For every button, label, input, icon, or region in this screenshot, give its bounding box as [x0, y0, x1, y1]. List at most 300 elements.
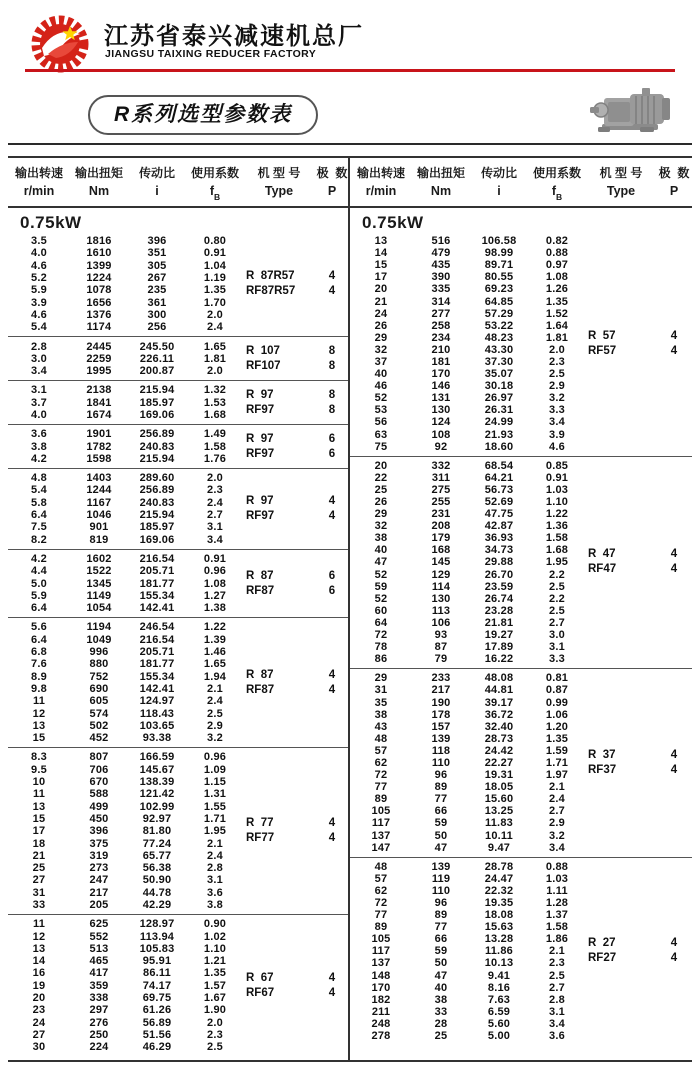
- speed-value: 5.9: [31, 589, 47, 602]
- speed-value: 26: [374, 496, 388, 509]
- speed-value: 3.7: [31, 396, 47, 409]
- speed-value: 57: [374, 872, 388, 885]
- speed-value: 23: [32, 1004, 46, 1017]
- table-row: [350, 842, 692, 854]
- speed-value: 52: [374, 568, 388, 581]
- service-factor-value: 1.10: [545, 496, 569, 509]
- torque-value: 880: [89, 658, 109, 671]
- service-factor-value: 1.68: [203, 409, 227, 421]
- torque-value: 1244: [86, 484, 112, 497]
- torque-value: 670: [89, 776, 109, 789]
- table-row: [350, 805, 692, 817]
- torque-value: 129: [431, 568, 451, 581]
- speed-value: 5.8: [31, 496, 47, 509]
- type-label: R 77 RF77: [246, 817, 275, 845]
- table-row: [8, 484, 348, 496]
- speed-value: 38: [374, 708, 388, 721]
- speed-value: 40: [374, 368, 388, 381]
- torque-value: 435: [431, 259, 451, 272]
- speed-value: 11: [32, 918, 46, 931]
- ratio-value: 113.94: [139, 930, 175, 943]
- torque-value: 1054: [86, 602, 112, 615]
- table-row: [350, 921, 692, 933]
- ratio-value: 64.85: [484, 295, 514, 308]
- service-factor-value: 3.6: [549, 1030, 565, 1043]
- service-factor-value: 2.5: [549, 580, 565, 593]
- torque-value: 588: [89, 788, 109, 801]
- torque-value: 119: [431, 872, 451, 885]
- ratio-value: 240.83: [139, 440, 175, 453]
- service-factor-value: 1.39: [203, 633, 227, 646]
- parameter-group: [350, 456, 692, 669]
- ratio-value: 205.71: [139, 565, 175, 578]
- service-factor-value: 2.9: [549, 817, 565, 830]
- table-row: [8, 309, 348, 321]
- service-factor-value: 3.2: [207, 732, 223, 745]
- table-row: [350, 441, 692, 453]
- speed-value: 24: [374, 307, 388, 320]
- table-row: [350, 817, 692, 829]
- torque-value: 1046: [86, 509, 112, 522]
- torque-value: 335: [431, 283, 451, 296]
- ratio-value: 36.72: [484, 708, 514, 721]
- table-row: [8, 800, 348, 812]
- ratio-value: 24.99: [484, 416, 514, 429]
- table-row: [350, 368, 692, 380]
- table-row: [350, 873, 692, 885]
- table-row: [8, 235, 348, 247]
- table-row: [350, 320, 692, 332]
- torque-value: 752: [89, 670, 109, 683]
- torque-value: 114: [431, 580, 451, 593]
- service-factor-value: 0.90: [203, 918, 227, 931]
- service-factor-value: 2.1: [207, 682, 223, 695]
- speed-value: 47: [374, 556, 388, 569]
- parameter-group: [350, 857, 692, 1045]
- speed-value: 2.8: [31, 340, 47, 353]
- speed-value: 89: [374, 793, 388, 806]
- service-factor-value: 1.58: [545, 921, 569, 934]
- ratio-value: 18.60: [484, 440, 514, 453]
- table-row: [350, 830, 692, 842]
- torque-value: 1174: [86, 321, 112, 334]
- service-factor-value: 1.03: [545, 872, 569, 885]
- poles-value: 8 8: [328, 388, 336, 416]
- torque-value: 2445: [86, 340, 112, 353]
- type-label: R 37 RF37: [588, 748, 617, 776]
- torque-value: 479: [431, 247, 451, 260]
- ratio-value: 106.58: [481, 235, 517, 248]
- table-row: [350, 861, 692, 873]
- speed-value: 13: [32, 719, 46, 732]
- service-factor-value: 1.22: [203, 621, 227, 634]
- col-ratio-unit: i: [155, 183, 159, 198]
- torque-value: 417: [89, 967, 109, 980]
- speed-value: 6.8: [31, 646, 47, 659]
- table-row: [350, 332, 692, 344]
- table-row: [8, 751, 348, 763]
- service-factor-value: 1.06: [545, 708, 569, 721]
- speed-value: 48: [374, 732, 388, 745]
- table-row: [350, 696, 692, 708]
- ratio-value: 145.67: [139, 763, 175, 776]
- service-factor-value: 1.35: [203, 284, 227, 297]
- speed-value: 77: [374, 781, 388, 794]
- torque-value: 25: [434, 1030, 448, 1043]
- service-factor-value: 2.4: [207, 695, 223, 708]
- parameter-group: [8, 914, 348, 1056]
- service-factor-value: 1.46: [203, 646, 227, 659]
- ratio-value: 216.54: [139, 552, 175, 565]
- service-factor-value: 1.57: [203, 979, 227, 992]
- ratio-value: 69.23: [484, 283, 514, 296]
- torque-value: 131: [431, 392, 451, 405]
- service-factor-value: 2.7: [549, 805, 565, 818]
- table-row: [350, 781, 692, 793]
- service-factor-value: 1.52: [545, 307, 569, 320]
- torque-value: 1816: [86, 235, 112, 248]
- table-row: [350, 733, 692, 745]
- ratio-value: 23.28: [484, 604, 514, 617]
- table-row: [350, 629, 692, 641]
- table-row: [8, 340, 348, 352]
- ratio-value: 86.11: [143, 967, 171, 980]
- table-row: [350, 247, 692, 259]
- speed-value: 3.9: [31, 296, 47, 309]
- table-row: [350, 970, 692, 982]
- service-factor-value: 2.5: [549, 969, 565, 982]
- service-factor-value: 0.96: [203, 565, 227, 578]
- table-row: [350, 496, 692, 508]
- poles-value: 4 4: [670, 548, 678, 576]
- service-factor-value: 2.2: [549, 568, 565, 581]
- table-row: [8, 850, 348, 862]
- parameter-group: [8, 232, 348, 336]
- speed-value: 5.4: [31, 321, 47, 334]
- speed-value: 60: [374, 604, 388, 617]
- service-factor-value: 3.4: [207, 533, 223, 546]
- torque-value: 124: [431, 416, 451, 429]
- service-factor-value: 1.70: [203, 296, 227, 309]
- service-factor-value: 1.32: [203, 384, 227, 397]
- parameter-group: [8, 549, 348, 617]
- speed-value: 3.5: [31, 235, 47, 248]
- ratio-value: 128.97: [139, 918, 175, 931]
- ratio-value: 64.21: [484, 471, 514, 484]
- table-row: [8, 384, 348, 396]
- speed-value: 21: [32, 849, 46, 862]
- torque-value: 450: [89, 812, 109, 825]
- ratio-value: 138.39: [139, 776, 175, 789]
- speed-value: 25: [374, 483, 388, 496]
- parameter-group: [350, 232, 692, 456]
- service-factor-value: 3.9: [549, 428, 565, 441]
- table-header: [8, 158, 348, 208]
- service-factor-value: 2.1: [549, 781, 565, 794]
- table-row: [8, 296, 348, 308]
- ratio-value: 36.93: [484, 532, 514, 545]
- ratio-value: 142.41: [139, 602, 175, 615]
- ratio-value: 95.91: [142, 955, 172, 968]
- torque-value: 1598: [86, 452, 112, 465]
- torque-value: 93: [434, 629, 448, 642]
- service-factor-value: 2.0: [207, 308, 223, 321]
- speed-value: 38: [374, 532, 388, 545]
- torque-value: 706: [89, 763, 109, 776]
- ratio-value: 77.24: [142, 837, 172, 850]
- table-row: [350, 1030, 692, 1042]
- ratio-value: 98.99: [484, 247, 514, 260]
- torque-value: 297: [89, 1004, 109, 1017]
- service-factor-value: 4.6: [549, 440, 565, 453]
- service-factor-value: 0.91: [203, 552, 227, 565]
- service-factor-value: 1.35: [545, 295, 569, 308]
- col-torque-unit: Nm: [430, 183, 452, 198]
- service-factor-value: 1.58: [203, 440, 227, 453]
- speed-value: 8.3: [31, 751, 47, 764]
- table-row: [350, 460, 692, 472]
- table-row: [350, 885, 692, 897]
- ratio-value: 256.89: [139, 484, 175, 497]
- service-factor-value: 0.88: [545, 247, 569, 260]
- torque-value: 66: [434, 805, 448, 818]
- speed-value: 52: [374, 392, 388, 405]
- service-factor-value: 0.87: [545, 684, 569, 697]
- poles-value: 4 4: [670, 329, 678, 357]
- parameter-group: [8, 468, 348, 549]
- service-factor-value: 0.88: [545, 860, 569, 873]
- left-groups: [8, 232, 348, 1056]
- table-row: [8, 955, 348, 967]
- table-row: [350, 909, 692, 921]
- ratio-value: 19.35: [484, 897, 514, 910]
- torque-value: 1078: [86, 284, 112, 297]
- service-factor-value: 1.71: [545, 756, 569, 769]
- table-row: [350, 271, 692, 283]
- torque-value: 502: [89, 719, 109, 732]
- service-factor-value: 1.15: [203, 776, 227, 789]
- poles-value: 6 6: [328, 569, 336, 597]
- torque-value: 89: [434, 909, 448, 922]
- service-factor-value: 2.0: [207, 1016, 223, 1029]
- right-groups: [350, 232, 692, 1045]
- table-row: [350, 793, 692, 805]
- speed-value: 6.4: [31, 509, 47, 522]
- poles-value: 8 8: [328, 344, 336, 372]
- col-ratio-unit: i: [497, 183, 501, 198]
- ratio-value: 169.06: [139, 409, 175, 421]
- service-factor-value: 1.90: [203, 1004, 227, 1017]
- service-factor-value: 1.19: [203, 272, 227, 285]
- table-row: [8, 788, 348, 800]
- service-factor-value: 2.8: [549, 993, 565, 1006]
- table-row: [350, 544, 692, 556]
- torque-value: 1345: [86, 577, 112, 590]
- speed-value: 16: [32, 967, 46, 980]
- ratio-value: 57.29: [484, 307, 514, 320]
- service-factor-value: 3.1: [207, 521, 223, 534]
- ratio-value: 29.88: [484, 556, 514, 569]
- torque-value: 77: [434, 921, 448, 934]
- table-row: [8, 453, 348, 465]
- table-row: [350, 235, 692, 247]
- service-factor-value: 1.36: [545, 520, 569, 533]
- speed-value: 29: [374, 672, 388, 685]
- table-row: [8, 621, 348, 633]
- service-factor-value: 0.91: [545, 471, 569, 484]
- torque-value: 157: [431, 720, 451, 733]
- speed-value: 17: [374, 271, 388, 284]
- torque-value: 1782: [86, 440, 112, 453]
- torque-value: 625: [89, 918, 109, 931]
- table-row: [8, 497, 348, 509]
- speed-value: 5.6: [31, 621, 47, 634]
- power-rating-label: 0.75kW: [362, 213, 424, 232]
- service-factor-value: 0.81: [545, 672, 569, 685]
- service-factor-value: 1.21: [203, 955, 227, 968]
- speed-value: 4.2: [31, 452, 47, 465]
- speed-value: 15: [32, 732, 46, 745]
- service-factor-value: 2.4: [207, 321, 223, 334]
- ratio-value: 19.27: [484, 629, 514, 642]
- torque-value: 47: [434, 969, 448, 982]
- col-torque-label: 输出扭矩: [416, 165, 465, 180]
- speed-value: 3.1: [31, 384, 47, 397]
- service-factor-value: 1.11: [546, 884, 568, 897]
- table-row: [8, 321, 348, 333]
- ratio-value: 48.23: [484, 331, 514, 344]
- poles-value: 4 4: [670, 748, 678, 776]
- speed-value: 29: [374, 331, 388, 344]
- service-factor-value: 1.81: [545, 331, 569, 344]
- type-label: R 107 RF107: [246, 344, 281, 372]
- table-row: [8, 440, 348, 452]
- type-label: R 97 RF97: [246, 432, 275, 460]
- ratio-value: 92.97: [142, 812, 172, 825]
- speed-value: 3.0: [31, 352, 47, 365]
- ratio-value: 102.99: [139, 800, 175, 813]
- page-title: R系列选型参数表: [88, 95, 318, 135]
- table-left-half: [8, 158, 350, 1060]
- torque-value: 314: [431, 295, 451, 308]
- col-factor-unit: $f_B$: [551, 183, 563, 203]
- table-row: [8, 720, 348, 732]
- torque-value: 332: [431, 459, 451, 472]
- speed-value: 211: [371, 1005, 391, 1018]
- torque-value: 47: [434, 841, 448, 854]
- service-factor-value: 1.97: [545, 769, 569, 782]
- torque-value: 690: [89, 682, 109, 695]
- torque-value: 234: [431, 331, 451, 344]
- speed-value: 56: [374, 416, 388, 429]
- table-right-half: [350, 158, 692, 1060]
- service-factor-value: 3.8: [207, 898, 223, 911]
- torque-value: 311: [431, 471, 451, 484]
- service-factor-value: 2.8: [207, 862, 223, 875]
- company-name-en: JIANGSU TAIXING REDUCER FACTORY: [105, 48, 317, 60]
- torque-value: 1167: [86, 496, 112, 509]
- service-factor-value: 1.08: [545, 271, 569, 284]
- ratio-value: 235: [147, 284, 167, 297]
- table-row: [350, 356, 692, 368]
- torque-value: 1901: [86, 428, 112, 441]
- ratio-value: 74.17: [142, 979, 172, 992]
- col-type-unit: Type: [606, 183, 636, 198]
- type-label: R 87 RF87: [246, 569, 275, 597]
- service-factor-value: 2.3: [549, 957, 565, 970]
- ratio-value: 22.27: [484, 756, 514, 769]
- torque-value: 233: [431, 672, 451, 685]
- ratio-value: 48.08: [484, 672, 514, 685]
- table-row: [8, 671, 348, 683]
- speed-value: 248: [371, 1017, 391, 1030]
- table-row: [8, 837, 348, 849]
- torque-value: 106: [431, 616, 451, 629]
- service-factor-value: 1.37: [545, 909, 569, 922]
- torque-value: 996: [89, 646, 109, 659]
- service-factor-value: 0.91: [203, 247, 227, 260]
- speed-value: 117: [371, 945, 391, 958]
- ratio-value: 256.89: [139, 428, 175, 441]
- table-row: [8, 930, 348, 942]
- ratio-value: 105.83: [139, 942, 175, 955]
- torque-value: 145: [431, 556, 451, 569]
- torque-value: 277: [431, 307, 451, 320]
- ratio-value: 267: [147, 272, 167, 285]
- speed-value: 64: [374, 616, 388, 629]
- torque-value: 113: [431, 604, 451, 617]
- speed-value: 5.2: [31, 272, 47, 285]
- ratio-value: 181.77: [139, 658, 175, 671]
- speed-value: 6.4: [31, 602, 47, 615]
- speed-value: 27: [32, 874, 46, 887]
- type-label: R 87R57 RF87R57: [246, 270, 296, 298]
- torque-value: 118: [431, 744, 451, 757]
- table-row: [8, 1041, 348, 1053]
- ratio-value: 18.05: [484, 781, 514, 794]
- table-row: [8, 1029, 348, 1041]
- ratio-value: 245.50: [139, 340, 175, 353]
- torque-value: 59: [434, 817, 448, 830]
- torque-value: 1149: [86, 589, 112, 602]
- col-poles-label: 极 数: [658, 165, 690, 180]
- table-row: [350, 283, 692, 295]
- service-factor-value: 1.08: [203, 577, 227, 590]
- table-row: [8, 862, 348, 874]
- service-factor-value: 2.7: [549, 981, 565, 994]
- speed-value: 15: [374, 259, 388, 272]
- torque-value: 224: [89, 1041, 109, 1054]
- torque-value: 40: [434, 981, 448, 994]
- poles-value: 4 4: [328, 494, 336, 522]
- table-row: [350, 581, 692, 593]
- speed-value: 10: [32, 776, 46, 789]
- service-factor-value: 2.9: [207, 719, 223, 732]
- torque-value: 110: [431, 884, 451, 897]
- torque-value: 139: [431, 732, 451, 745]
- table-row: [350, 416, 692, 428]
- table-row: [350, 709, 692, 721]
- speed-value: 13: [32, 942, 46, 955]
- service-factor-value: 1.38: [203, 602, 227, 615]
- ratio-value: 289.60: [139, 472, 175, 485]
- table-row: [8, 353, 348, 365]
- col-speed-label: 输出转速: [14, 165, 63, 180]
- type-label: R 97 RF97: [246, 494, 275, 522]
- speed-value: 57: [374, 744, 388, 757]
- speed-value: 170: [371, 981, 391, 994]
- table-row: [350, 520, 692, 532]
